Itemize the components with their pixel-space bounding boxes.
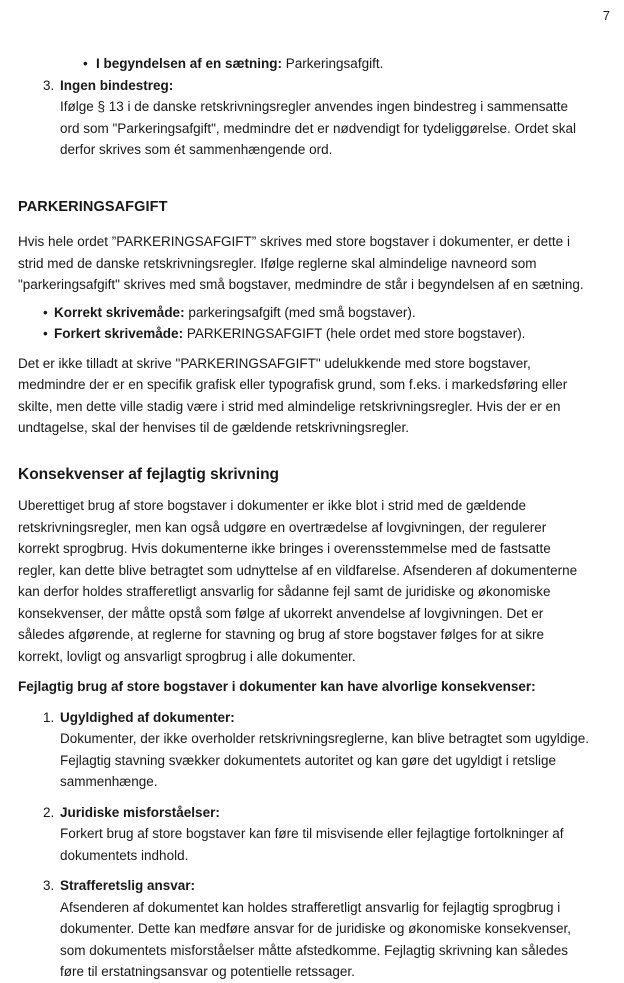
item-title: Ugyldighed af dokumenter: [60, 709, 235, 725]
list-item [18, 302, 590, 324]
bullet-marker: • [83, 56, 88, 71]
list-item-text [54, 302, 416, 324]
item-body [60, 75, 590, 161]
list-item-label: Forkert skrivemåde: [54, 326, 184, 341]
section-heading-konsekvenser: Konsekvenser af fejlagtig skrivning [18, 465, 280, 483]
item-body [60, 802, 590, 867]
bullet-marker: • [43, 304, 48, 320]
lead-paragraph: Fejlagtig brug af store bogstaver i dokumenter kan have alvorlige konsekvenser: [18, 679, 536, 694]
item-title: Juridiske misforståelser: [60, 804, 220, 820]
list-item [18, 323, 590, 345]
paragraph: Det er ikke tilladt at skrive "PARKERINGSAFGIFT" udelukkende med store bogstaver, medmindre der er en specifik grafisk eller typografisk grund, som f.eks. i markedsføring eller skilte, men dette ville stadig være i strid med almindelige retskrivningsregler. Hvis der er en undtagelse, skal der henvises til de gældende retskrivningsregler. [18, 355, 568, 435]
numbered-item [18, 707, 590, 793]
section-heading-parkeringsafgift: PARKERINGSAFGIFT [18, 198, 168, 215]
list-item-value: Parkeringsafgift. [282, 56, 384, 71]
item-body [60, 875, 590, 983]
item-number: 2. [43, 804, 55, 820]
numbered-item [18, 802, 590, 867]
item-body [60, 707, 590, 793]
bullet-marker: • [43, 326, 48, 341]
paragraph: Uberettiget brug af store bogstaver i dokumenter er ikke blot i strid med de gældende retskrivningsregler, men kan også udgøre en overtrædelse af lovgivningen, der regulerer korrekt sprogbrug. Hvis dokumenterne ikke bringes i overensstemmelse med de fastsatte regler, kan dette blive betragtet som udnyttelse af en vildfarelse. Afsenderen af dokumenterne kan derfor holdes strafferetligt ansvarlig for sådanne fejl samt de juridiske og økonomiske konsekvenser, der måtte opstå som følge af ukorrekt anvendelse af lovgivningen. Det er således afgørende, at reglerne for stavning og brug af store bogstaver følges for at sikre korrekt, lovligt og ansvarligt sprogbrug i alle dokumenter. [18, 498, 578, 664]
item-text: Ifølge § 13 i de danske retskrivningsregler anvendes ingen bindestreg i sammensatte ord som "Parkeringsafgift", medmindre det er nødvendigt for tydeliggørelse. Ordet skal derfor skrives som ét sammenhængende ord. [60, 99, 577, 157]
list-item-text [96, 53, 383, 75]
list-item-text [54, 323, 525, 345]
item-number: 3. [43, 878, 55, 893]
paragraph: Hvis hele ordet ”PARKERINGSAFGIFT” skrives med store bogstaver i dokumenter, er dette i strid med de danske retskrivningsregler. Ifølge reglerne skal almindelige navneord som "parkeringsafgift" skrives med små bogstaver, medmindre de står i begyndelsen af en sætning. [18, 234, 584, 292]
page-number: 7 [602, 8, 610, 23]
item-title: Ingen bindestreg: [60, 77, 174, 93]
item-number: 3. [43, 77, 55, 93]
numbered-item [18, 875, 590, 983]
list-item-label: Korrekt skrivemåde: [54, 304, 185, 320]
list-item-label: I begyndelsen af en sætning: [96, 56, 283, 71]
list-item-value: PARKERINGSAFGIFT (hele ordet med store bogstaver). [183, 326, 526, 341]
item-text: Dokumenter, der ikke overholder retskrivningsreglerne, kan blive betragtet som ugyldige. Fejlagtig stavning svækker dokumentets autoritet og kan gøre det ugyldigt i retslige sammenhænge. [60, 731, 590, 789]
item-number: 1. [43, 709, 55, 725]
list-item-value: parkeringsafgift (med små bogstaver). [184, 304, 416, 320]
bullet-list [18, 302, 590, 345]
list-item [18, 53, 590, 75]
item-text: Forkert brug af store bogstaver kan føre til misvisende eller fejlagtige fortolkninger af dokumentets indhold. [60, 826, 564, 863]
item-text: Afsenderen af dokumentet kan holdes strafferetligt ansvarlig for fejlagtig sprogbrug i dokumenter. Dette kan medføre ansvar for de juridiske og økonomiske konsekvenser, som dokumentets misforståelser måtte afstedkomme. Fejlagtig skrivning kan således føre til erstatningsansvar og potentielle retssager. [60, 899, 571, 979]
item-title: Strafferetslig ansvar: [60, 878, 196, 893]
numbered-item [18, 75, 590, 161]
